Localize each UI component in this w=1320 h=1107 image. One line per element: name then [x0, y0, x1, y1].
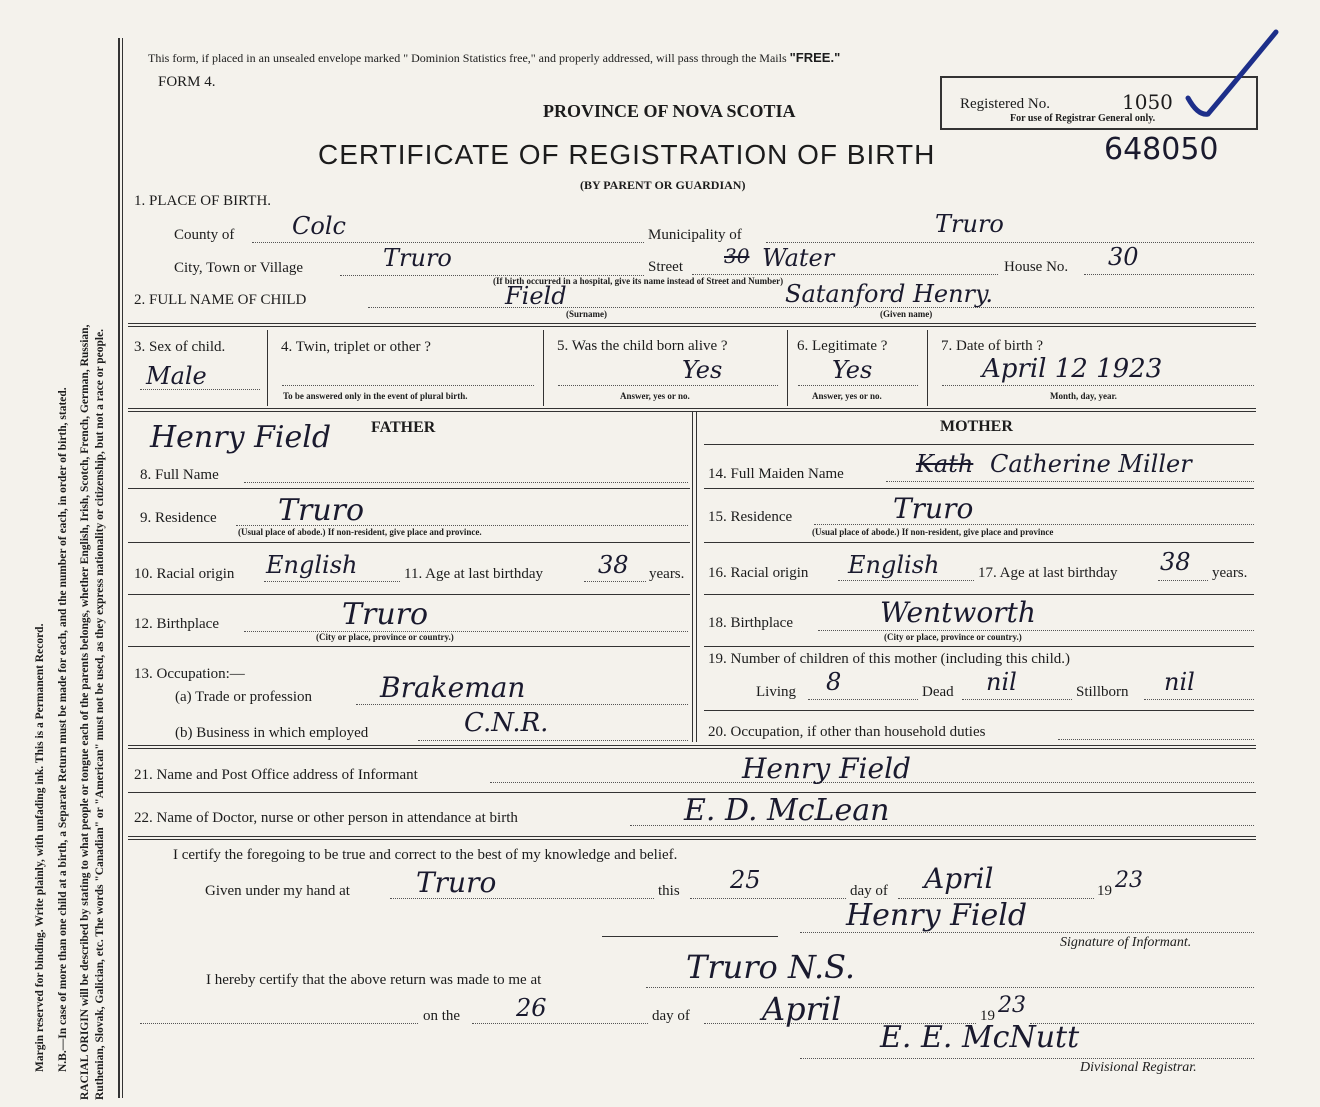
- father-residence-note: (Usual place of abode.) If non-resident, give place and province.: [238, 527, 482, 537]
- certificate-subtitle: (BY PARENT OR GUARDIAN): [580, 178, 746, 192]
- father-racial-value: English: [266, 551, 358, 579]
- child-name-label: 2. FULL NAME OF CHILD: [134, 292, 307, 308]
- father-business-label: (b) Business in which employed: [175, 725, 369, 741]
- mother-maiden-label: 14. Full Maiden Name: [708, 466, 844, 482]
- certification-statement: I certify the foregoing to be true and correct to the best of my knowledge and belief.: [173, 847, 678, 863]
- father-occupation-label: 13. Occupation:—: [134, 666, 245, 682]
- registered-label: Registered No.: [960, 96, 1050, 112]
- checkmark-icon: [1180, 28, 1280, 123]
- dob-value: April 12 1923: [982, 354, 1163, 384]
- dob-note: Month, day, year.: [1050, 391, 1117, 401]
- mother-heading: MOTHER: [940, 418, 1013, 435]
- father-residence-value: Truro: [278, 493, 365, 528]
- mother-residence-label: 15. Residence: [708, 509, 793, 525]
- father-name-written: Henry Field: [150, 420, 332, 455]
- margin-note-4: Ruthenian, Slovak, Galician, etc. The words "Canadian" or "American" must not be used, as they express nationality or citizenship, but not a race or people.: [94, 328, 106, 1100]
- father-racial-label: 10. Racial origin: [134, 566, 235, 582]
- dead-value: nil: [986, 668, 1017, 696]
- registrar-caption: Divisional Registrar.: [1080, 1060, 1197, 1075]
- county-value: Colc: [292, 212, 346, 240]
- month-value: April: [924, 862, 994, 895]
- province-title: PROVINCE OF NOVA SCOTIA: [543, 101, 796, 121]
- father-birthplace-label: 12. Birthplace: [134, 616, 219, 632]
- street-label: Street: [648, 259, 683, 275]
- signature-caption: Signature of Informant.: [1060, 935, 1192, 950]
- dob-label: 7. Date of birth ?: [941, 338, 1044, 354]
- mother-residence-value: Truro: [893, 492, 974, 525]
- surname-caption: (Surname): [566, 309, 607, 319]
- living-value: 8: [826, 668, 842, 696]
- postal-notice: This form, if placed in an unsealed envelope marked " Dominion Statistics free," and properly addressed, will pass through the Mails "FREE.": [148, 50, 841, 65]
- margin-note-2: N.B.—In case of more than one child at a birth, a Separate Return must be made for each, and the number of each, in order of birth, stated.: [57, 387, 69, 1072]
- year-prefix: 19: [1097, 883, 1112, 899]
- reg-year-value: 23: [998, 993, 1026, 1018]
- hospital-note: (If birth occurred in a hospital, give its name instead of Street and Number): [493, 276, 784, 286]
- father-business-value: C.N.R.: [464, 708, 549, 738]
- born-alive-value: Yes: [682, 356, 723, 384]
- mother-birthplace-note: (City or place, province or country.): [884, 632, 1022, 642]
- mother-birthplace-value: Wentworth: [880, 596, 1036, 629]
- mother-racial-value: English: [848, 551, 940, 579]
- mother-residence-note: (Usual place of abode.) If non-resident, give place and province: [812, 527, 1054, 537]
- registrar-statement: I hereby certify that the above return was made to me at: [206, 972, 542, 988]
- twin-label: 4. Twin, triplet or other ?: [281, 339, 431, 355]
- form-number: FORM 4.: [158, 74, 216, 90]
- mother-racial-label: 16. Racial origin: [708, 565, 809, 581]
- mother-age-unit: years.: [1212, 565, 1248, 581]
- legitimate-value: Yes: [832, 356, 873, 384]
- stillborn-label: Stillborn: [1076, 684, 1129, 700]
- day-value: 25: [730, 866, 761, 894]
- binding-margin: [0, 0, 118, 1107]
- doctor-label: 22. Name of Doctor, nurse or other person in attendance at birth: [134, 810, 518, 826]
- on-the-label: on the: [423, 1008, 461, 1024]
- margin-note-1: Margin reserved for binding. Write plainly, with unfading ink. This is a Permanent Record.: [34, 623, 46, 1072]
- father-birthplace-value: Truro: [342, 597, 429, 632]
- informant-label: 21. Name and Post Office address of Informant: [134, 767, 418, 783]
- margin-note-3: RACIAL ORIGIN will be described by stating to what people or tongue each of the parents belongs, whether English, Irish, Scotch, French, German, Russian,: [79, 324, 91, 1100]
- city-value: Truro: [383, 244, 452, 272]
- registrar-use-note: For use of Registrar General only.: [1010, 113, 1156, 124]
- street-value: Water: [762, 244, 835, 272]
- father-heading: FATHER: [371, 419, 436, 436]
- margin-rule: [118, 38, 120, 1098]
- year-value: 23: [1115, 868, 1143, 893]
- mother-maiden-struck: Kath: [916, 450, 974, 478]
- street-struck-number: 30: [724, 244, 750, 268]
- legitimate-note: Answer, yes or no.: [812, 391, 882, 401]
- informant-signature: Henry Field: [846, 898, 1028, 933]
- mother-occupation-label: 20. Occupation, if other than household duties: [708, 724, 986, 740]
- child-given-name: Satanford Henry.: [785, 280, 994, 308]
- father-age-label: 11. Age at last birthday: [404, 566, 543, 582]
- mother-age-label: 17. Age at last birthday: [978, 565, 1118, 581]
- given-place-value: Truro: [416, 866, 497, 899]
- born-alive-label: 5. Was the child born alive ?: [557, 338, 728, 354]
- registrar-signature: E. E. McNutt: [880, 1020, 1080, 1055]
- father-trade-label: (a) Trade or profession: [175, 689, 313, 705]
- county-label: County of: [174, 227, 235, 243]
- informant-value: Henry Field: [742, 752, 911, 785]
- registrar-place-value: Truro N.S.: [686, 948, 856, 986]
- reg-year-prefix: 19: [980, 1008, 995, 1024]
- mother-birthplace-label: 18. Birthplace: [708, 615, 793, 631]
- sex-label: 3. Sex of child.: [134, 339, 226, 355]
- father-full-name-label: 8. Full Name: [140, 467, 219, 483]
- reg-month-value: April: [762, 990, 842, 1028]
- born-alive-note: Answer, yes or no.: [620, 391, 690, 401]
- sex-value: Male: [146, 362, 207, 390]
- given-name-caption: (Given name): [880, 309, 933, 319]
- mother-children-label: 19. Number of children of this mother (including this child.): [708, 651, 1071, 667]
- mother-age-value: 38: [1160, 548, 1191, 576]
- doctor-value: E. D. McLean: [684, 793, 890, 828]
- municipality-label: Municipality of: [648, 227, 742, 243]
- given-under-label: Given under my hand at: [205, 883, 350, 899]
- dead-label: Dead: [922, 684, 954, 700]
- margin-rule-inner: [122, 38, 123, 1098]
- this-label: this: [658, 883, 680, 899]
- father-age-value: 38: [598, 551, 629, 579]
- day-of-label: day of: [850, 883, 888, 899]
- city-label: City, Town or Village: [174, 260, 304, 276]
- father-age-unit: years.: [649, 566, 685, 582]
- house-label: House No.: [1004, 259, 1069, 275]
- municipality-value: Truro: [935, 210, 1004, 238]
- mother-maiden-value: Catherine Miller: [990, 450, 1192, 478]
- registered-value: 1050: [1122, 90, 1173, 114]
- twin-note: To be answered only in the event of plural birth.: [283, 391, 468, 401]
- reg-day-of-label: day of: [652, 1008, 690, 1024]
- house-value: 30: [1108, 243, 1139, 271]
- stillborn-value: nil: [1164, 668, 1195, 696]
- postal-free: "FREE.": [789, 50, 841, 65]
- father-trade-value: Brakeman: [380, 671, 526, 704]
- living-label: Living: [756, 684, 796, 700]
- certificate-title: CERTIFICATE OF REGISTRATION OF BIRTH: [318, 139, 936, 170]
- stamped-number: 648050: [1104, 132, 1219, 167]
- child-surname: Field: [505, 282, 567, 310]
- father-residence-label: 9. Residence: [140, 510, 217, 526]
- legitimate-label: 6. Legitimate ?: [797, 338, 888, 354]
- reg-day-value: 26: [516, 994, 547, 1022]
- place-of-birth-heading: 1. PLACE OF BIRTH.: [134, 193, 272, 209]
- father-birthplace-note: (City or place, province or country.): [316, 632, 454, 642]
